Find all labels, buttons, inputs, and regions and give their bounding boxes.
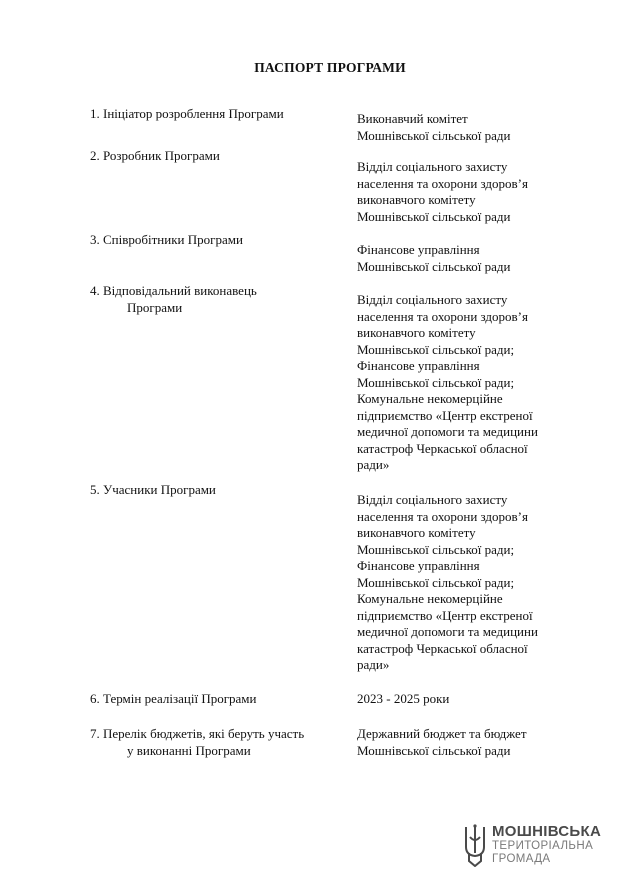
- row-value-line: виконавчого комітету: [357, 192, 476, 207]
- row-label: [90, 106, 350, 123]
- row-value: [357, 292, 587, 474]
- row-label: [90, 283, 350, 316]
- community-logo: [462, 823, 607, 869]
- row-label-line: Програми: [127, 299, 183, 315]
- row-value-line: Виконавчий комітет: [357, 111, 468, 126]
- row-value-line: Фінансове управління: [357, 558, 480, 573]
- row-value-line: виконавчого комітету: [357, 525, 476, 540]
- row-value-line: Відділ соціального захисту: [357, 492, 508, 507]
- row-value: [357, 111, 587, 144]
- row-value: [357, 726, 587, 759]
- row-label-line: 5. Учасники Програми: [90, 482, 216, 497]
- row-value-line: Фінансове управління: [357, 358, 480, 373]
- row-value-line: Мошнівської сільської ради: [357, 258, 511, 274]
- row-value-line: населення та охорони здоров’я: [357, 508, 528, 524]
- row-label-line: 6. Термін реалізації Програми: [90, 691, 257, 706]
- row-value-line: катастроф Черкаської обласної: [357, 640, 528, 656]
- row-label: [90, 148, 350, 165]
- row-value-line: населення та охорони здоров’я: [357, 175, 528, 191]
- document-title: ПАСПОРТ ПРОГРАМИ: [254, 60, 406, 75]
- row-value-line: 2023 - 2025 роки: [357, 691, 450, 706]
- row-label: [90, 726, 350, 759]
- row-value: [357, 159, 587, 225]
- row-value-line: виконавчого комітету: [357, 325, 476, 340]
- row-value-line: населення та охорони здоров’я: [357, 308, 528, 324]
- row-label-line: 7. Перелік бюджетів, які беруть участь: [90, 726, 305, 741]
- row-value-line: ради»: [357, 657, 390, 672]
- row-value-line: Мошнівської сільської ради: [357, 208, 511, 224]
- row-value-line: Комунальне некомерційне: [357, 391, 503, 406]
- row-label-line: у виконанні Програми: [127, 742, 251, 758]
- row-value-line: катастроф Черкаської обласної: [357, 440, 528, 456]
- row-value-line: Мошнівської сільської ради;: [357, 341, 515, 357]
- row-value-line: Комунальне некомерційне: [357, 591, 503, 606]
- trident-icon: [462, 823, 488, 867]
- row-value-line: Мошнівської сільської ради;: [357, 374, 515, 390]
- row-value-line: ради»: [357, 457, 390, 472]
- row-value-line: Відділ соціального захисту: [357, 292, 508, 307]
- row-label: [90, 691, 350, 708]
- row-value-line: підприємство «Центр екстреної: [357, 607, 533, 623]
- logo-subtitle-1: ТЕРИТОРІАЛЬНА: [492, 840, 594, 852]
- row-value-line: медичної допомоги та медицини: [357, 624, 538, 639]
- row-label-line: 1. Ініціатор розроблення Програми: [90, 106, 284, 121]
- logo-subtitle-2: ГРОМАДА: [492, 853, 551, 865]
- row-label-line: 3. Співробітники Програми: [90, 232, 243, 247]
- row-value-line: Мошнівської сільської ради: [357, 742, 511, 758]
- row-value-line: медичної допомоги та медицини: [357, 424, 538, 439]
- row-label-line: 4. Відповідальний виконавець: [90, 283, 257, 298]
- row-value-line: підприємство «Центр екстреної: [357, 407, 533, 423]
- row-value-line: Мошнівської сільської ради: [357, 127, 511, 143]
- logo-title: МОШНІВСЬКА: [492, 823, 602, 840]
- row-value: [357, 691, 587, 708]
- row-value-line: Державний бюджет та бюджет: [357, 726, 527, 741]
- row-value: [357, 492, 587, 674]
- row-label: [90, 482, 350, 499]
- row-label-line: 2. Розробник Програми: [90, 148, 220, 163]
- row-value-line: Відділ соціального захисту: [357, 159, 508, 174]
- row-value-line: Мошнівської сільської ради;: [357, 574, 515, 590]
- row-label: [90, 232, 350, 249]
- row-value-line: Фінансове управління: [357, 242, 480, 257]
- row-value: [357, 242, 587, 275]
- row-value-line: Мошнівської сільської ради;: [357, 541, 515, 557]
